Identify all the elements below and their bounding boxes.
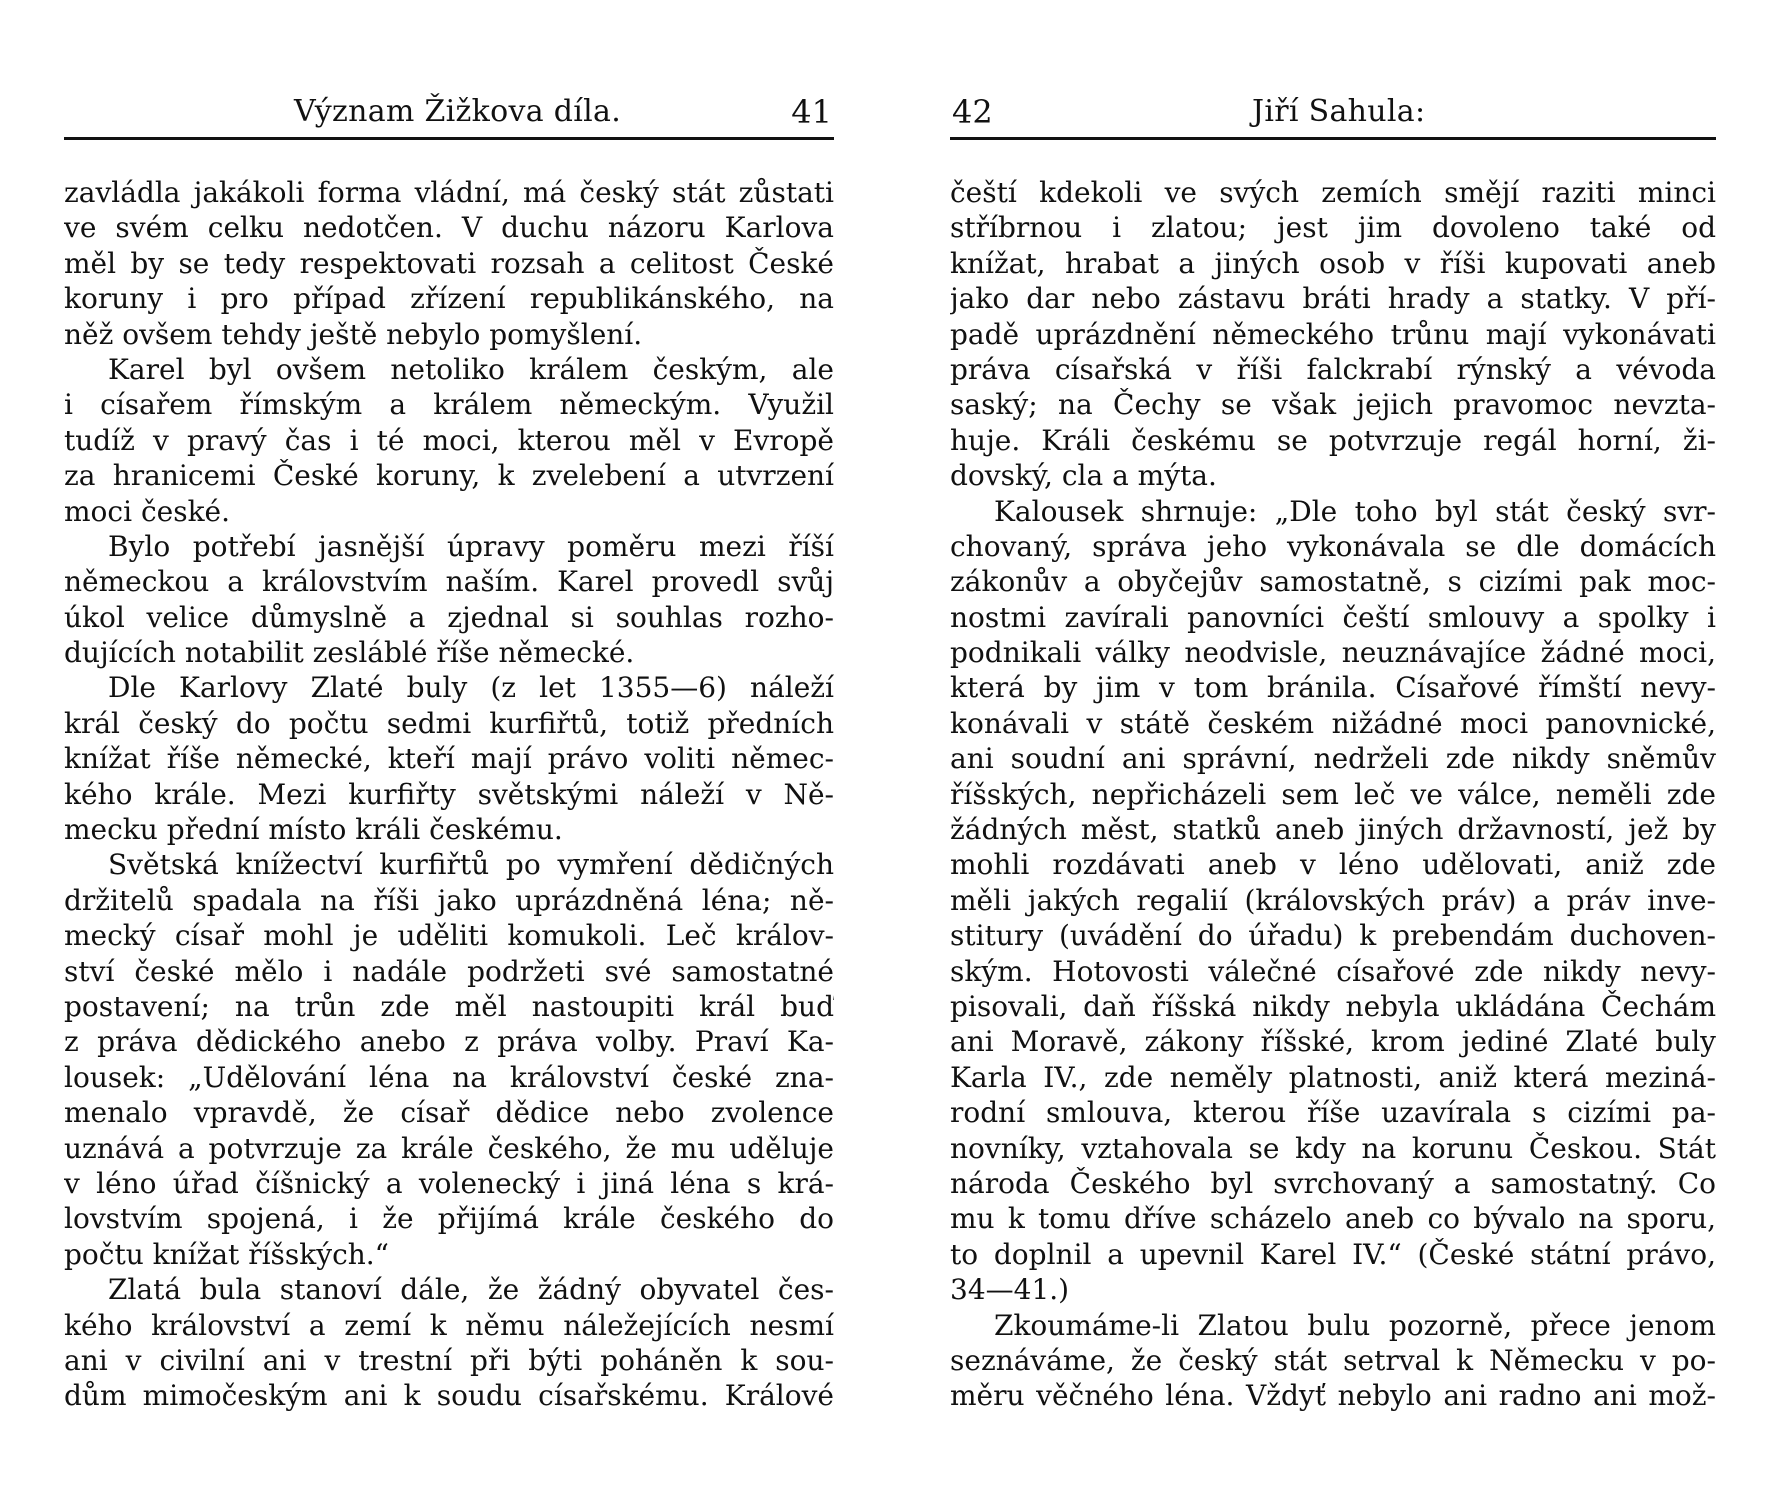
- text-line: úkol velice důmyslně a zjednal si souhlas rozho-: [64, 600, 834, 634]
- text-line: Karla IV., zde neměly platnosti, aniž která meziná-: [950, 1060, 1716, 1094]
- right-header-rule: [950, 137, 1716, 140]
- text-line: počtu knížat říšských.“: [64, 1237, 389, 1271]
- text-line: jako dar nebo zástavu bráti hrady a statky. V pří-: [950, 282, 1716, 316]
- text-line: pisovali, daň říšská nikdy nebyla ukládána Čechám: [950, 989, 1716, 1023]
- text-line: Kalousek shrnuje: „Dle toho byl stát český svr-: [994, 494, 1716, 528]
- text-line: dům mimočeským ani k soudu císařskému. Králové: [64, 1379, 834, 1413]
- right-running-head: [950, 92, 1716, 136]
- left-page-number: 41: [791, 93, 832, 131]
- text-line: ani Moravě, zákony říšské, krom jediné Zlaté buly: [950, 1025, 1716, 1059]
- text-line: uznává a potvrzuje za krále českého, že mu uděluje: [64, 1131, 834, 1165]
- text-line: Zkoumáme-li Zlatou bulu pozorně, přece jenom: [994, 1308, 1716, 1342]
- right-body-text: [950, 175, 1716, 1414]
- text-line: německou a královstvím naším. Karel provedl svůj: [64, 565, 834, 599]
- text-line: koruny i pro případ zřízení republikánského, na: [64, 282, 834, 316]
- text-line: mecku přední místo králi českému.: [64, 813, 563, 847]
- text-line: i císařem římským a králem německým. Využil: [64, 388, 834, 422]
- text-line: tudíž v pravý čas i té moci, kterou měl v Evropě: [64, 423, 834, 457]
- text-line: konávali v státě českém nižádné moci panovnické,: [950, 706, 1716, 740]
- text-line: Dle Karlovy Zlaté buly (z let 1355—6) náleží: [108, 671, 834, 705]
- text-line: lousek: „Udělování léna na království české zna-: [64, 1060, 834, 1094]
- text-line: držitelů spadala na říši jako uprázdněná léna; ně-: [64, 883, 834, 917]
- text-line: dovský, cla a mýta.: [950, 459, 1217, 493]
- right-page: [950, 0, 1716, 1500]
- text-line: čeští kdekoli ve svých zemích smějí raziti minci: [950, 176, 1716, 209]
- text-line: chovaný, správa jeho vykonávala se dle domácích: [950, 529, 1716, 563]
- text-line: knížat říše německé, kteří mají právo voliti němec-: [64, 742, 834, 776]
- text-line: kého krále. Mezi kurfiřty světskými náleží v Ně-: [64, 777, 834, 811]
- text-line: podnikali války neodvisle, neuznávajíce žádné moci,: [950, 636, 1716, 670]
- text-line: padě uprázdnění německého trůnu mají vykonávati: [950, 317, 1716, 351]
- text-line: Bylo potřebí jasnější úpravy poměru mezi říší: [108, 529, 834, 563]
- text-line: ství české mělo i nadále podržeti své samostatné: [64, 954, 834, 988]
- text-line: něž ovšem tehdy ještě nebylo pomyšlení.: [64, 317, 643, 351]
- text-line: z práva dědického anebo z práva volby. Praví Ka-: [64, 1025, 834, 1059]
- left-header-rule: [64, 137, 834, 140]
- text-line: za hranicemi České koruny, k zvelebení a utvrzení: [64, 459, 834, 493]
- text-line: žádných měst, statků aneb jiných državností, jež by: [950, 813, 1716, 847]
- text-line: to doplnil a upevnil Karel IV.“ (České státní právo,: [950, 1237, 1716, 1271]
- text-line: ve svém celku nedotčen. V duchu názoru Karlova: [64, 211, 834, 245]
- text-line: říšských, nepřicházeli sem leč ve válce, neměli zde: [950, 777, 1716, 811]
- text-line: mu k tomu dříve scházelo aneb co bývalo na sporu,: [950, 1202, 1716, 1236]
- left-header-title: Význam Žižkova díla.: [294, 94, 622, 129]
- text-line: ským. Hotovosti válečné císařové zde nikdy nevy-: [950, 954, 1716, 988]
- text-line: saský; na Čechy se však jejich pravomoc nevzta-: [950, 388, 1716, 422]
- right-header-title: Jiří Sahula:: [1252, 94, 1426, 129]
- text-line: dujících notabilit zesláblé říše německé.: [64, 636, 635, 670]
- text-line: mecký císař mohl je uděliti komukoli. Leč králov-: [64, 919, 834, 953]
- text-line: práva císařská v říši falckrabí rýnský a vévoda: [950, 352, 1716, 386]
- text-line: stříbrnou i zlatou; jest jim dovoleno také od: [950, 211, 1716, 245]
- text-line: zavládla jakákoli forma vládní, má český stát zůstati: [64, 176, 834, 209]
- text-line: ani soudní ani správní, nedrželi zde nikdy sněmův: [950, 742, 1716, 776]
- text-line: zákonův a obyčejův samostatně, s cizími pak moc-: [950, 565, 1716, 599]
- text-line: měl by se tedy respektovati rozsah a celitost České: [64, 246, 834, 280]
- text-line: mohli rozdávati aneb v léno udělovati, aniž zde: [950, 848, 1716, 882]
- text-line: knížat, hrabat a jiných osob v říši kupovati aneb: [950, 246, 1716, 280]
- text-line: lovstvím spojená, i že přijímá krále českého do: [64, 1202, 834, 1236]
- text-line: měli jakých regalií (královských práv) a práv inve-: [950, 883, 1716, 917]
- text-line: nostmi zavírali panovníci čeští smlouvy a spolky i: [950, 600, 1716, 634]
- text-line: král český do počtu sedmi kurfiřtů, totiž předních: [64, 706, 834, 740]
- text-line: novníky, vztahovala se kdy na korunu Českou. Stát: [950, 1131, 1716, 1165]
- text-line: Karel byl ovšem netoliko králem českým, ale: [108, 352, 834, 386]
- text-line: kého království a zemí k němu náležejících nesmí: [64, 1308, 834, 1342]
- text-line: Zlatá bula stanoví dále, že žádný obyvatel čes-: [108, 1273, 834, 1307]
- text-line: 34—41.): [950, 1273, 1070, 1307]
- text-line: v léno úřad číšnický a volenecký i jiná léna s krá-: [64, 1166, 834, 1200]
- text-line: rodní smlouva, kterou říše uzavírala s cizími pa-: [950, 1096, 1716, 1130]
- text-line: měru věčného léna. Vždyť nebylo ani radno ani mož-: [950, 1379, 1716, 1413]
- text-line: postavení; na trůn zde měl nastoupiti král buď: [64, 989, 834, 1023]
- text-line: stitury (uvádění do úřadu) k prebendám duchoven-: [950, 919, 1716, 953]
- text-line: národa Českého byl svrchovaný a samostatný. Co: [950, 1166, 1716, 1200]
- left-body-text: [64, 175, 834, 1414]
- text-line: huje. Králi českému se potvrzuje regál horní, ži-: [950, 423, 1716, 457]
- text-line: moci české.: [64, 494, 231, 528]
- text-line: která by jim v tom bránila. Císařové římští nevy-: [950, 671, 1716, 705]
- text-line: Světská knížectví kurfiřtů po vymření dědičných: [108, 848, 834, 882]
- text-line: ani v civilní ani v trestní při býti poháněn k sou-: [64, 1343, 834, 1377]
- left-running-head: [64, 92, 834, 136]
- text-line: seznáváme, že český stát setrval k Německu v po-: [950, 1343, 1716, 1377]
- text-line: menalo vpravdě, že císař dědice nebo zvolence: [64, 1096, 834, 1130]
- right-page-number: 42: [952, 93, 993, 131]
- left-page: [64, 0, 834, 1500]
